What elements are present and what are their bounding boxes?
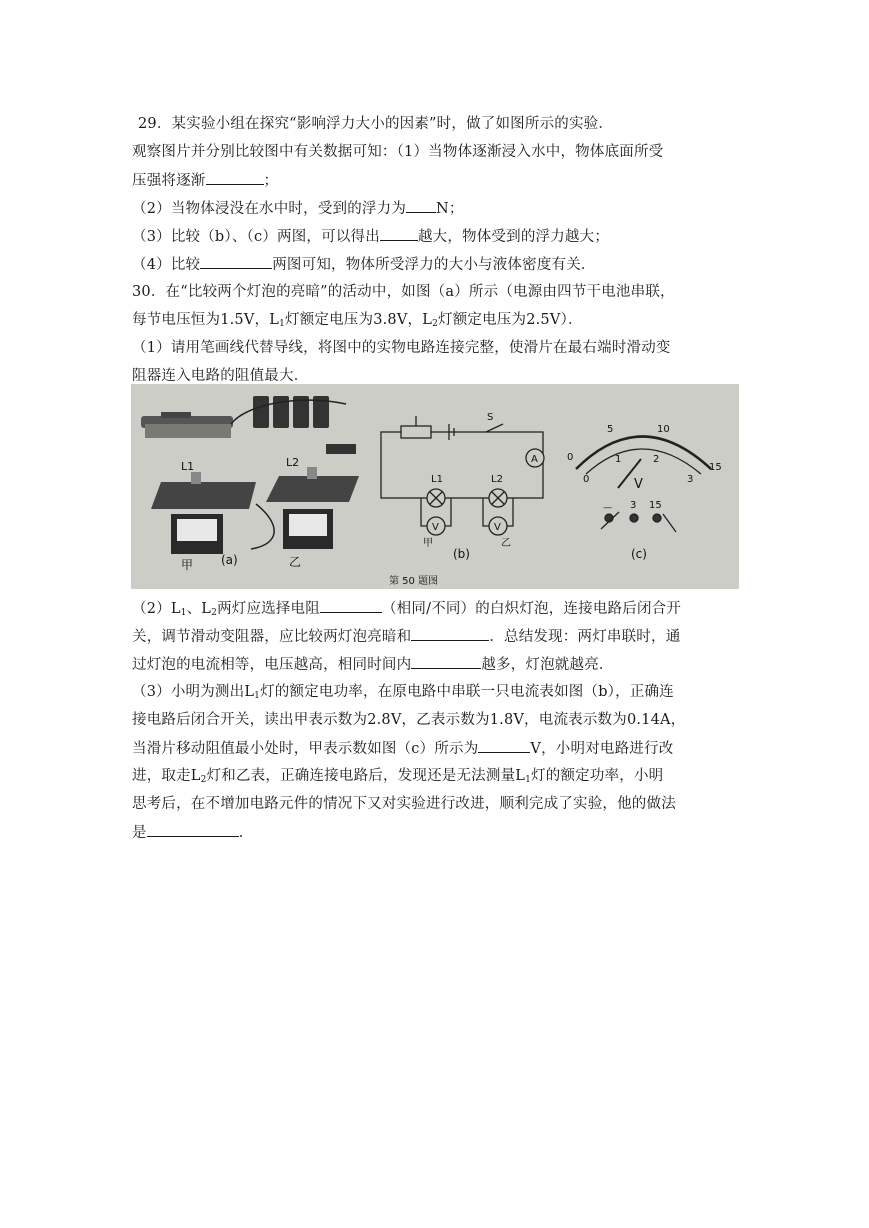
- dial-unit: V: [634, 477, 643, 492]
- answer-blank[interactable]: [200, 254, 272, 269]
- dial-bottom-3: 3: [687, 474, 694, 485]
- q29-l6-text: （4）比较: [132, 257, 201, 273]
- label-L2-b: L2: [491, 474, 503, 485]
- q30-l2-c: 灯额定电压为2.5V）．: [438, 312, 583, 328]
- dial-bottom-0: 0: [583, 474, 590, 485]
- q30-l10-a: 当滑片移动阻值最小处时，甲表示数如图（c）所示为: [132, 741, 479, 757]
- label-L1-b: L1: [431, 474, 443, 485]
- q29-l4-end: N；: [436, 201, 464, 217]
- label-yi-a: 乙: [289, 555, 302, 569]
- answer-blank[interactable]: [147, 822, 239, 837]
- q30-l11-b: 灯和乙表，正确连接电路后，发现还是无法测量L: [206, 768, 526, 784]
- label-jia-a: 甲: [181, 558, 194, 572]
- q30-l5-c: 两灯应选择电阻: [217, 601, 320, 617]
- label-fig-a: (a): [221, 553, 238, 567]
- dial-bottom-2: 2: [653, 454, 660, 465]
- answer-blank[interactable]: [320, 598, 382, 613]
- answer-blank[interactable]: [478, 738, 530, 753]
- q29-l3-text: 压强将逐渐: [132, 173, 206, 189]
- circuit-figure: [131, 384, 739, 589]
- q30-line-11: [132, 766, 742, 790]
- dial-top-10: 10: [657, 424, 670, 435]
- subscript: 2: [200, 775, 207, 785]
- answer-blank[interactable]: [380, 226, 418, 241]
- q30-l11-a: 进，取走L: [132, 768, 201, 784]
- q29-l5-end: 越大，物体受到的浮力越大；: [417, 229, 610, 245]
- q30-l6-b: ．总结发现：两灯串联时，通: [489, 629, 681, 645]
- answer-blank[interactable]: [411, 626, 489, 641]
- q30-line-10: [132, 738, 742, 759]
- q30-l6-a: 关，调节滑动变阻器，应比较两灯泡亮暗和: [132, 629, 412, 645]
- q30-line-5: [132, 598, 742, 623]
- q29-l3-end: ；: [263, 173, 279, 189]
- q30-line-6: [132, 626, 742, 647]
- dial-top-15: 15: [709, 462, 722, 473]
- q30-l13-a: 是: [132, 825, 147, 841]
- q30-line-1: 30．在“比较两个灯泡的亮暗”的活动中，如图（a）所示（电源由四节干电池串联，: [132, 284, 675, 300]
- label-L1-a: L1: [181, 460, 195, 473]
- terminal-15: 15: [649, 500, 662, 511]
- q30-l5-a: （2）L: [132, 601, 181, 617]
- terminal-3: 3: [630, 500, 637, 511]
- dial-bottom-1: 1: [615, 454, 622, 465]
- q29-line-1: 29．某实验小组在探究“影响浮力大小的因素”时，做了如图所示的实验．: [138, 116, 614, 132]
- label-S: S: [487, 412, 494, 423]
- q30-l10-b: V，小明对电路进行改: [530, 741, 674, 757]
- q30-line-3: （1）请用笔画线代替导线，将图中的实物电路连接完整，使滑片在最右端时滑动变: [132, 340, 671, 356]
- terminal-neg: —: [603, 503, 612, 513]
- q30-line-2: [132, 310, 742, 334]
- q30-l7-b: 越多，灯泡就越亮．: [481, 657, 614, 673]
- subscript: 1: [525, 775, 532, 785]
- label-L2-a: L2: [286, 456, 300, 469]
- q30-line-8: [132, 682, 742, 706]
- q30-line-13: [132, 822, 742, 843]
- q29-line-4: [132, 198, 742, 219]
- q30-l11-c: 灯的额定功率，小明: [531, 768, 664, 784]
- q30-l7-a: 过灯泡的电流相等，电压越高，相同时间内: [132, 657, 412, 673]
- q29-l4-text: （2）当物体浸没在水中时，受到的浮力为: [132, 201, 407, 217]
- answer-blank[interactable]: [411, 654, 481, 669]
- q30-line-7: [132, 654, 742, 675]
- dial-top-0: 0: [567, 452, 574, 463]
- answer-blank[interactable]: [206, 170, 264, 185]
- q29-line-6: [132, 254, 742, 275]
- q30-l8-a: （3）小明为测出L: [132, 684, 255, 700]
- q30-l5-d: （相同/不同）的白炽灯泡，连接电路后闭合开: [381, 601, 682, 617]
- q30-l13-b: ．: [238, 825, 254, 841]
- label-fig-b: (b): [453, 547, 470, 561]
- subscript: 1: [180, 608, 187, 618]
- subscript: 2: [211, 608, 218, 618]
- subscript: 1: [254, 691, 261, 701]
- q30-l5-b: 、L: [186, 601, 212, 617]
- q30-line-12: 思考后，在不增加电路元件的情况下又对实验进行改进，顺利完成了实验，他的做法: [132, 796, 676, 812]
- figure-caption: 第 50 题图: [389, 576, 439, 587]
- label-V1: V: [432, 522, 439, 533]
- q30-line-4: 阻器连入电路的阻值最大．: [132, 368, 309, 384]
- q29-line-2: 观察图片并分别比较图中有关数据可知：（1）当物体逐渐浸入水中，物体底面所受: [132, 144, 664, 160]
- label-fig-c: (c): [631, 547, 647, 561]
- dial-top-5: 5: [607, 424, 614, 435]
- label-A: A: [531, 454, 538, 465]
- q29-line-3: [132, 170, 742, 191]
- q29-l6-end: 两图可知，物体所受浮力的大小与液体密度有关．: [272, 257, 596, 273]
- label-yi-b: 乙: [501, 538, 511, 549]
- q29-l5-text: （3）比较（b）、（c）两图，可以得出: [132, 229, 380, 245]
- label-V2: V: [494, 522, 501, 533]
- subscript: 1: [279, 319, 285, 329]
- q30-l2-b: 灯额定电压为3.8V，L: [285, 312, 433, 328]
- label-jia-b: 甲: [423, 538, 433, 549]
- q30-line-9: 接电路后闭合开关，读出甲表示数为2.8V，乙表示数为1.8V，电流表示数为0.14A，: [132, 712, 686, 728]
- subscript: 2: [432, 319, 438, 329]
- q30-l2-a: 每节电压恒为1.5V，L: [132, 312, 280, 328]
- q30-l8-b: 灯的额定电功率，在原电路中串联一只电流表如图（b），正确连: [260, 684, 674, 700]
- answer-blank[interactable]: [406, 198, 436, 213]
- q29-line-5: [132, 226, 742, 247]
